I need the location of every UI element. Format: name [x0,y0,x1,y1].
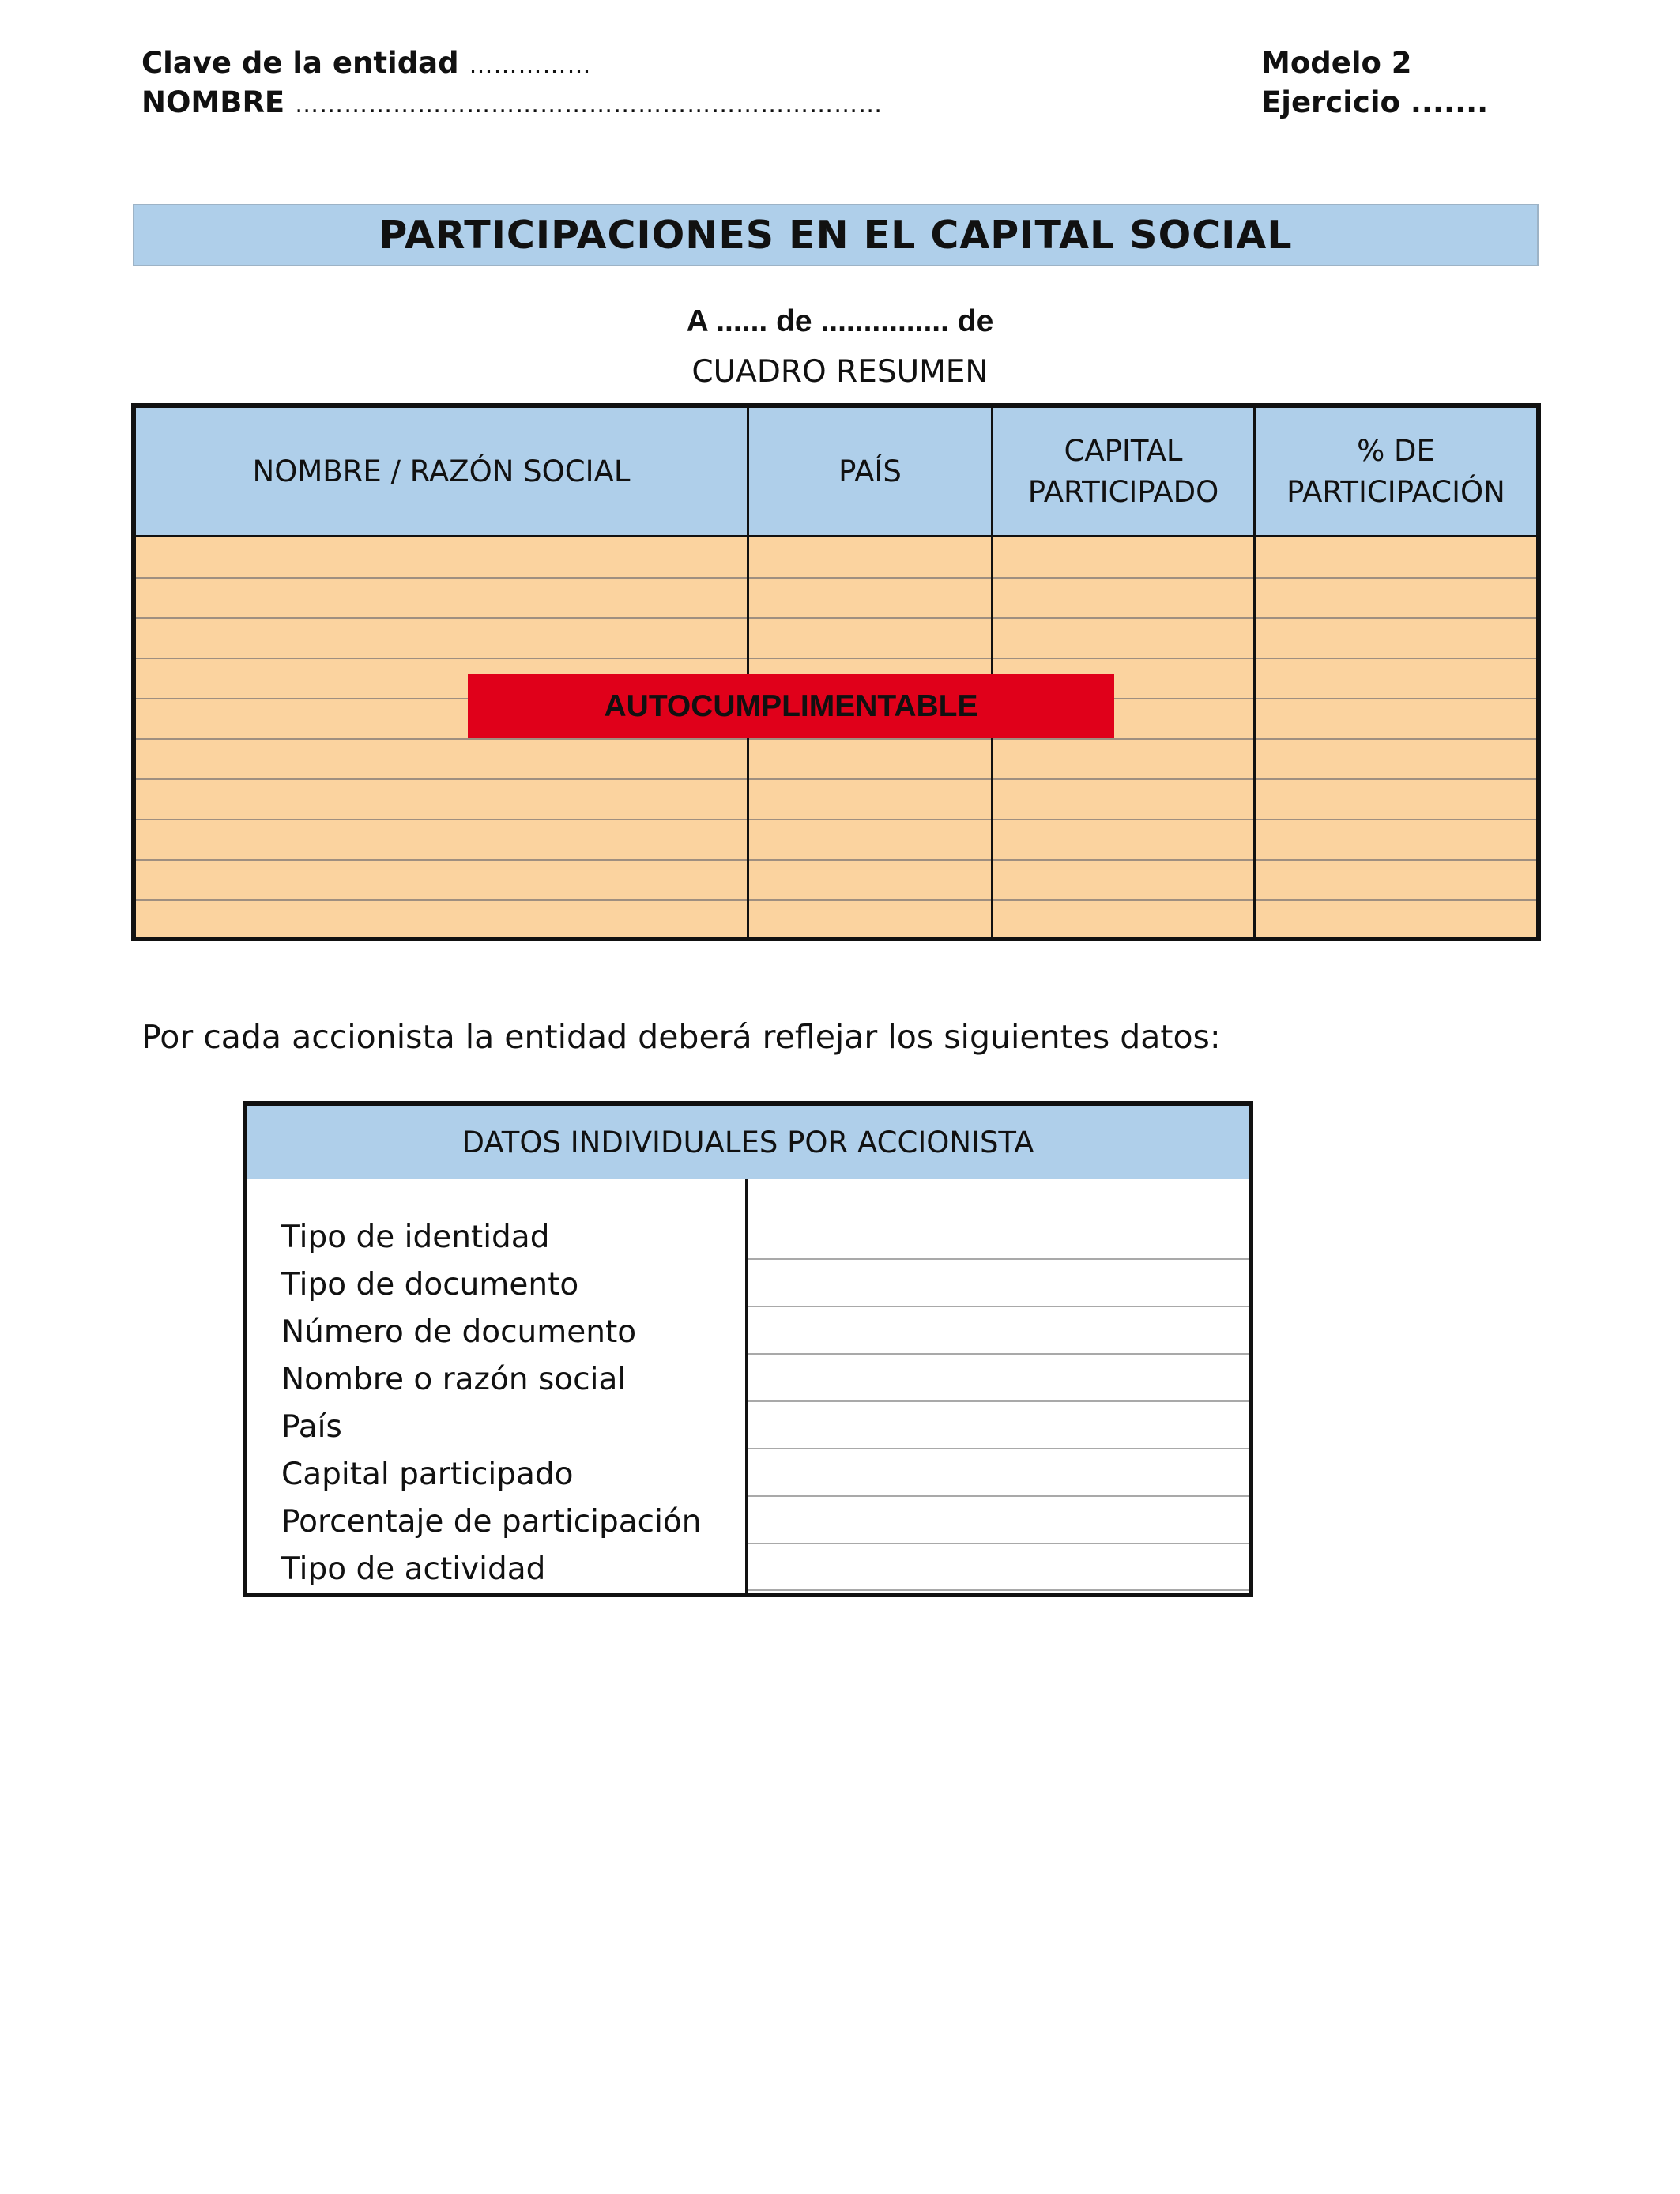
individual-data-table [243,1101,1253,1597]
row-divider [136,859,1536,861]
field-label: Capital participado [281,1457,574,1492]
field-label: Tipo de actividad [281,1551,546,1587]
name-line [141,83,883,125]
page-title: PARTICIPACIONES EN EL CAPITAL SOCIAL [379,213,1293,258]
field-label: Tipo de documento [281,1267,579,1302]
row-divider [136,577,1536,579]
field-input-line[interactable] [748,1258,1249,1260]
date-line[interactable]: A ...... de ............... de [686,304,994,338]
column-header-capital: CAPITAL PARTICIPADO [1027,433,1219,509]
name-field[interactable]: ……………………………………………………………… [295,91,883,119]
field-input-line[interactable] [748,1589,1249,1591]
intro-text: Por cada accionista la entidad deberá reflejar los siguientes datos: [141,1018,1221,1056]
field-label: Porcentaje de participación [281,1504,702,1540]
individual-table-header: DATOS INDIVIDUALES POR ACCIONISTA [247,1106,1249,1179]
title-band [133,204,1539,266]
field-input-line[interactable] [748,1353,1249,1355]
column-divider [991,408,993,937]
model-label: Modelo 2 [1261,46,1412,80]
field-input-line[interactable] [748,1495,1249,1497]
column-divider [747,408,749,937]
summary-caption: CUADRO RESUMEN [691,354,989,390]
row-divider [136,738,1536,740]
field-input-line[interactable] [748,1448,1249,1449]
row-divider [136,819,1536,820]
row-divider [136,778,1536,780]
field-input-line[interactable] [748,1306,1249,1307]
column-divider [745,1179,748,1593]
exercise-label: Ejercicio [1261,85,1400,119]
field-label: Tipo de identidad [281,1220,550,1255]
field-input-line[interactable] [748,1543,1249,1544]
column-header-name: NOMBRE / RAZÓN SOCIAL [252,454,631,488]
field-label: Número de documento [281,1314,637,1350]
name-label: NOMBRE [141,85,285,119]
autocomplete-stamp: AUTOCUMPLIMENTABLE [468,674,1114,738]
column-header-country: PAÍS [838,454,902,488]
field-label: País [281,1409,342,1445]
exercise-line [1261,83,1488,123]
entity-key-field[interactable]: …………… [469,51,592,79]
entity-key-line [141,43,592,85]
summary-table-header [136,408,1536,537]
exercise-field[interactable]: ....... [1410,85,1489,119]
row-divider [136,658,1536,659]
column-header-percentage: % DE PARTICIPACIÓN [1286,433,1505,509]
row-divider [136,899,1536,901]
column-divider [1253,408,1256,937]
field-label: Nombre o razón social [281,1362,627,1397]
field-input-line[interactable] [748,1400,1249,1402]
row-divider [136,617,1536,619]
entity-key-label: Clave de la entidad [141,46,459,80]
summary-table [131,403,1541,941]
